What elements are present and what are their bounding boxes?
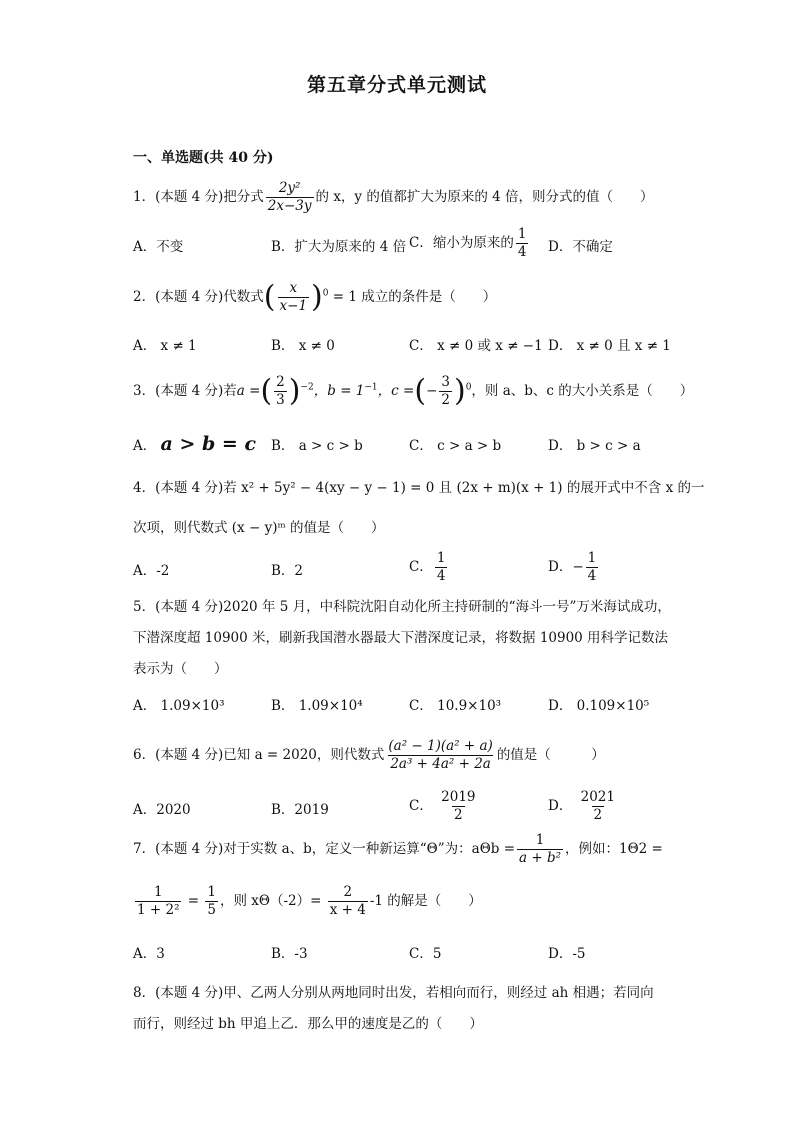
fraction: $\frac{2}{x + 4}$ xyxy=(329,884,366,918)
q1-option-d: D．不确定 xyxy=(548,239,613,255)
fraction: $\frac{\text{(a² − 1)(a² + a)}}{\text{2a³ + 4a² + 2a}}$ xyxy=(388,738,493,772)
fraction: $\frac{\text{2y²}}{2x-3y}$ xyxy=(267,180,312,214)
q5-option-c: C． 10.9×10³ xyxy=(409,698,502,714)
question-5-line-2: 下潜深度超 10900 米，刷新我国潜水器最大下潜深度记录，将数据 10900 用科学记数法 xyxy=(133,630,669,646)
q1-option-a: A．不变 xyxy=(133,239,184,255)
question-5-line-3: 表示为（ ） xyxy=(133,661,228,677)
q3-option-b: B． a > c > b xyxy=(271,438,363,454)
fraction: $\frac{2021}{2}$ xyxy=(580,789,615,823)
fraction: $\frac{2019}{2}$ xyxy=(441,789,476,823)
page-title: 第五章分式单元测试 xyxy=(306,74,487,96)
question-4-line-1: 4．(本题 4 分)若 x² + 5y² − 4(xy − y − 1) = 0 且 (2x + m)(x + 1) 的展开式中不含 x 的一 xyxy=(133,480,705,496)
fraction: $\frac{1}{\text{a + b²}}$ xyxy=(519,832,562,866)
fraction: $\frac{3}{2}$ xyxy=(441,374,450,408)
question-5-line-1: 5．(本题 4 分)2020 年 5 月，中科院沈阳自动化所主持研制的“海斗一号”万米海试成功， xyxy=(133,599,671,615)
q4-option-c: C． $\frac{1}{4}$ xyxy=(409,550,446,584)
section-heading: 一、单选题(共 40 分) xyxy=(133,150,274,166)
fraction: $\frac{2}{3}$ xyxy=(276,374,285,408)
question-4-line-2: 次项，则代数式 (x − y)ᵐ 的值是（ ） xyxy=(133,520,385,536)
q6-option-d: D． $\frac{2021}{2}$ xyxy=(548,789,615,823)
q3-option-a: A． a > b = c xyxy=(133,433,257,455)
q1-option-b: B．扩大为原来的 4 倍 xyxy=(271,239,407,255)
q5-option-b: B． 1.09×10⁴ xyxy=(271,698,363,714)
question-8-line-1: 8．(本题 4 分)甲、乙两人分别从两地同时出发，若相向而行，则经过 ah 相遇；若同向 xyxy=(133,985,654,1001)
question-8-line-2: 而行，则经过 bh 甲追上乙．那么甲的速度是乙的（ ） xyxy=(133,1016,483,1032)
q5-option-a: A． 1.09×10³ xyxy=(133,698,225,714)
q4-option-b: B．2 xyxy=(271,563,304,579)
fraction: $\frac{1}{\text{1 + 2²}}$ xyxy=(137,884,180,918)
q6-option-b: B．2019 xyxy=(271,802,329,818)
q7-option-d: D．-5 xyxy=(548,946,586,962)
q3-option-d: D． b > c > a xyxy=(548,438,641,454)
q5-option-d: D． 0.109×10⁵ xyxy=(548,698,650,714)
q7-option-c: C．5 xyxy=(409,946,442,962)
q4-option-a: A．-2 xyxy=(133,563,170,579)
q7-option-b: B．-3 xyxy=(271,946,308,962)
q6-option-a: A．2020 xyxy=(133,802,191,818)
question-7-line-2: $\frac{1}{\text{1 + 2²}}$ = $\frac{1}{5}$ ，则 xΘ（-2）= $\frac{2}{x + 4}$ -1 的解是（ ） xyxy=(137,884,482,918)
fraction: $\frac{1}{4}$ xyxy=(517,226,527,260)
fraction: $\frac{1}{5}$ xyxy=(207,884,216,918)
q2-option-a: A． x ≠ 1 xyxy=(133,338,197,354)
q4-option-d: D．− $\frac{1}{4}$ xyxy=(548,550,597,584)
q2-option-d: D． x ≠ 0 且 x ≠ 1 xyxy=(548,338,671,354)
q6-option-c: C． $\frac{2019}{2}$ xyxy=(409,789,476,823)
q2-option-c: C． x ≠ 0 或 x ≠ −1 xyxy=(409,338,543,354)
question-3: 3．(本题 4 分)若a =( $\frac{2}{3}$ )$^{-2}$，$b = 1^{-1}$，c =(− $\frac{3}{2}$ )$^0$，则 a、b、c 的大小关系是（ ） xyxy=(133,373,694,409)
q2-option-b: B． x ≠ 0 xyxy=(271,338,335,354)
q7-option-a: A．3 xyxy=(133,946,165,962)
question-2: 2．(本题 4 分)代数式( $\frac{x}{x-1}$ )$^0$ = 1 成立的条件是（ ） xyxy=(133,279,497,315)
question-7-line-1: 7．(本题 4 分)对于实数 a、b，定义一种新运算“Θ”为：aΘb = $\frac{1}{\text{a + b²}}$ ，例如：1Θ2 = xyxy=(133,832,663,866)
fraction: $\frac{1}{4}$ xyxy=(587,550,597,584)
fraction: $\frac{1}{4}$ xyxy=(436,550,446,584)
fraction: $\frac{x}{x-1}$ xyxy=(279,280,308,314)
q1-option-c: C．缩小为原来的 $\frac{1}{4}$ xyxy=(409,226,527,260)
q3-option-c: C． c > a > b xyxy=(409,438,502,454)
question-1: 1．(本题 4 分)把分式 $\frac{\text{2y²}}{2x-3y}$ 的 x，y 的值都扩大为原来的 4 倍，则分式的值（ ） xyxy=(133,180,654,214)
question-6: 6．(本题 4 分)已知 a = 2020，则代数式 $\frac{\text{(a² − 1)(a² + a)}}{\text{2a³ + 4a² + 2a}}$ 的值是（ ） xyxy=(133,738,605,772)
